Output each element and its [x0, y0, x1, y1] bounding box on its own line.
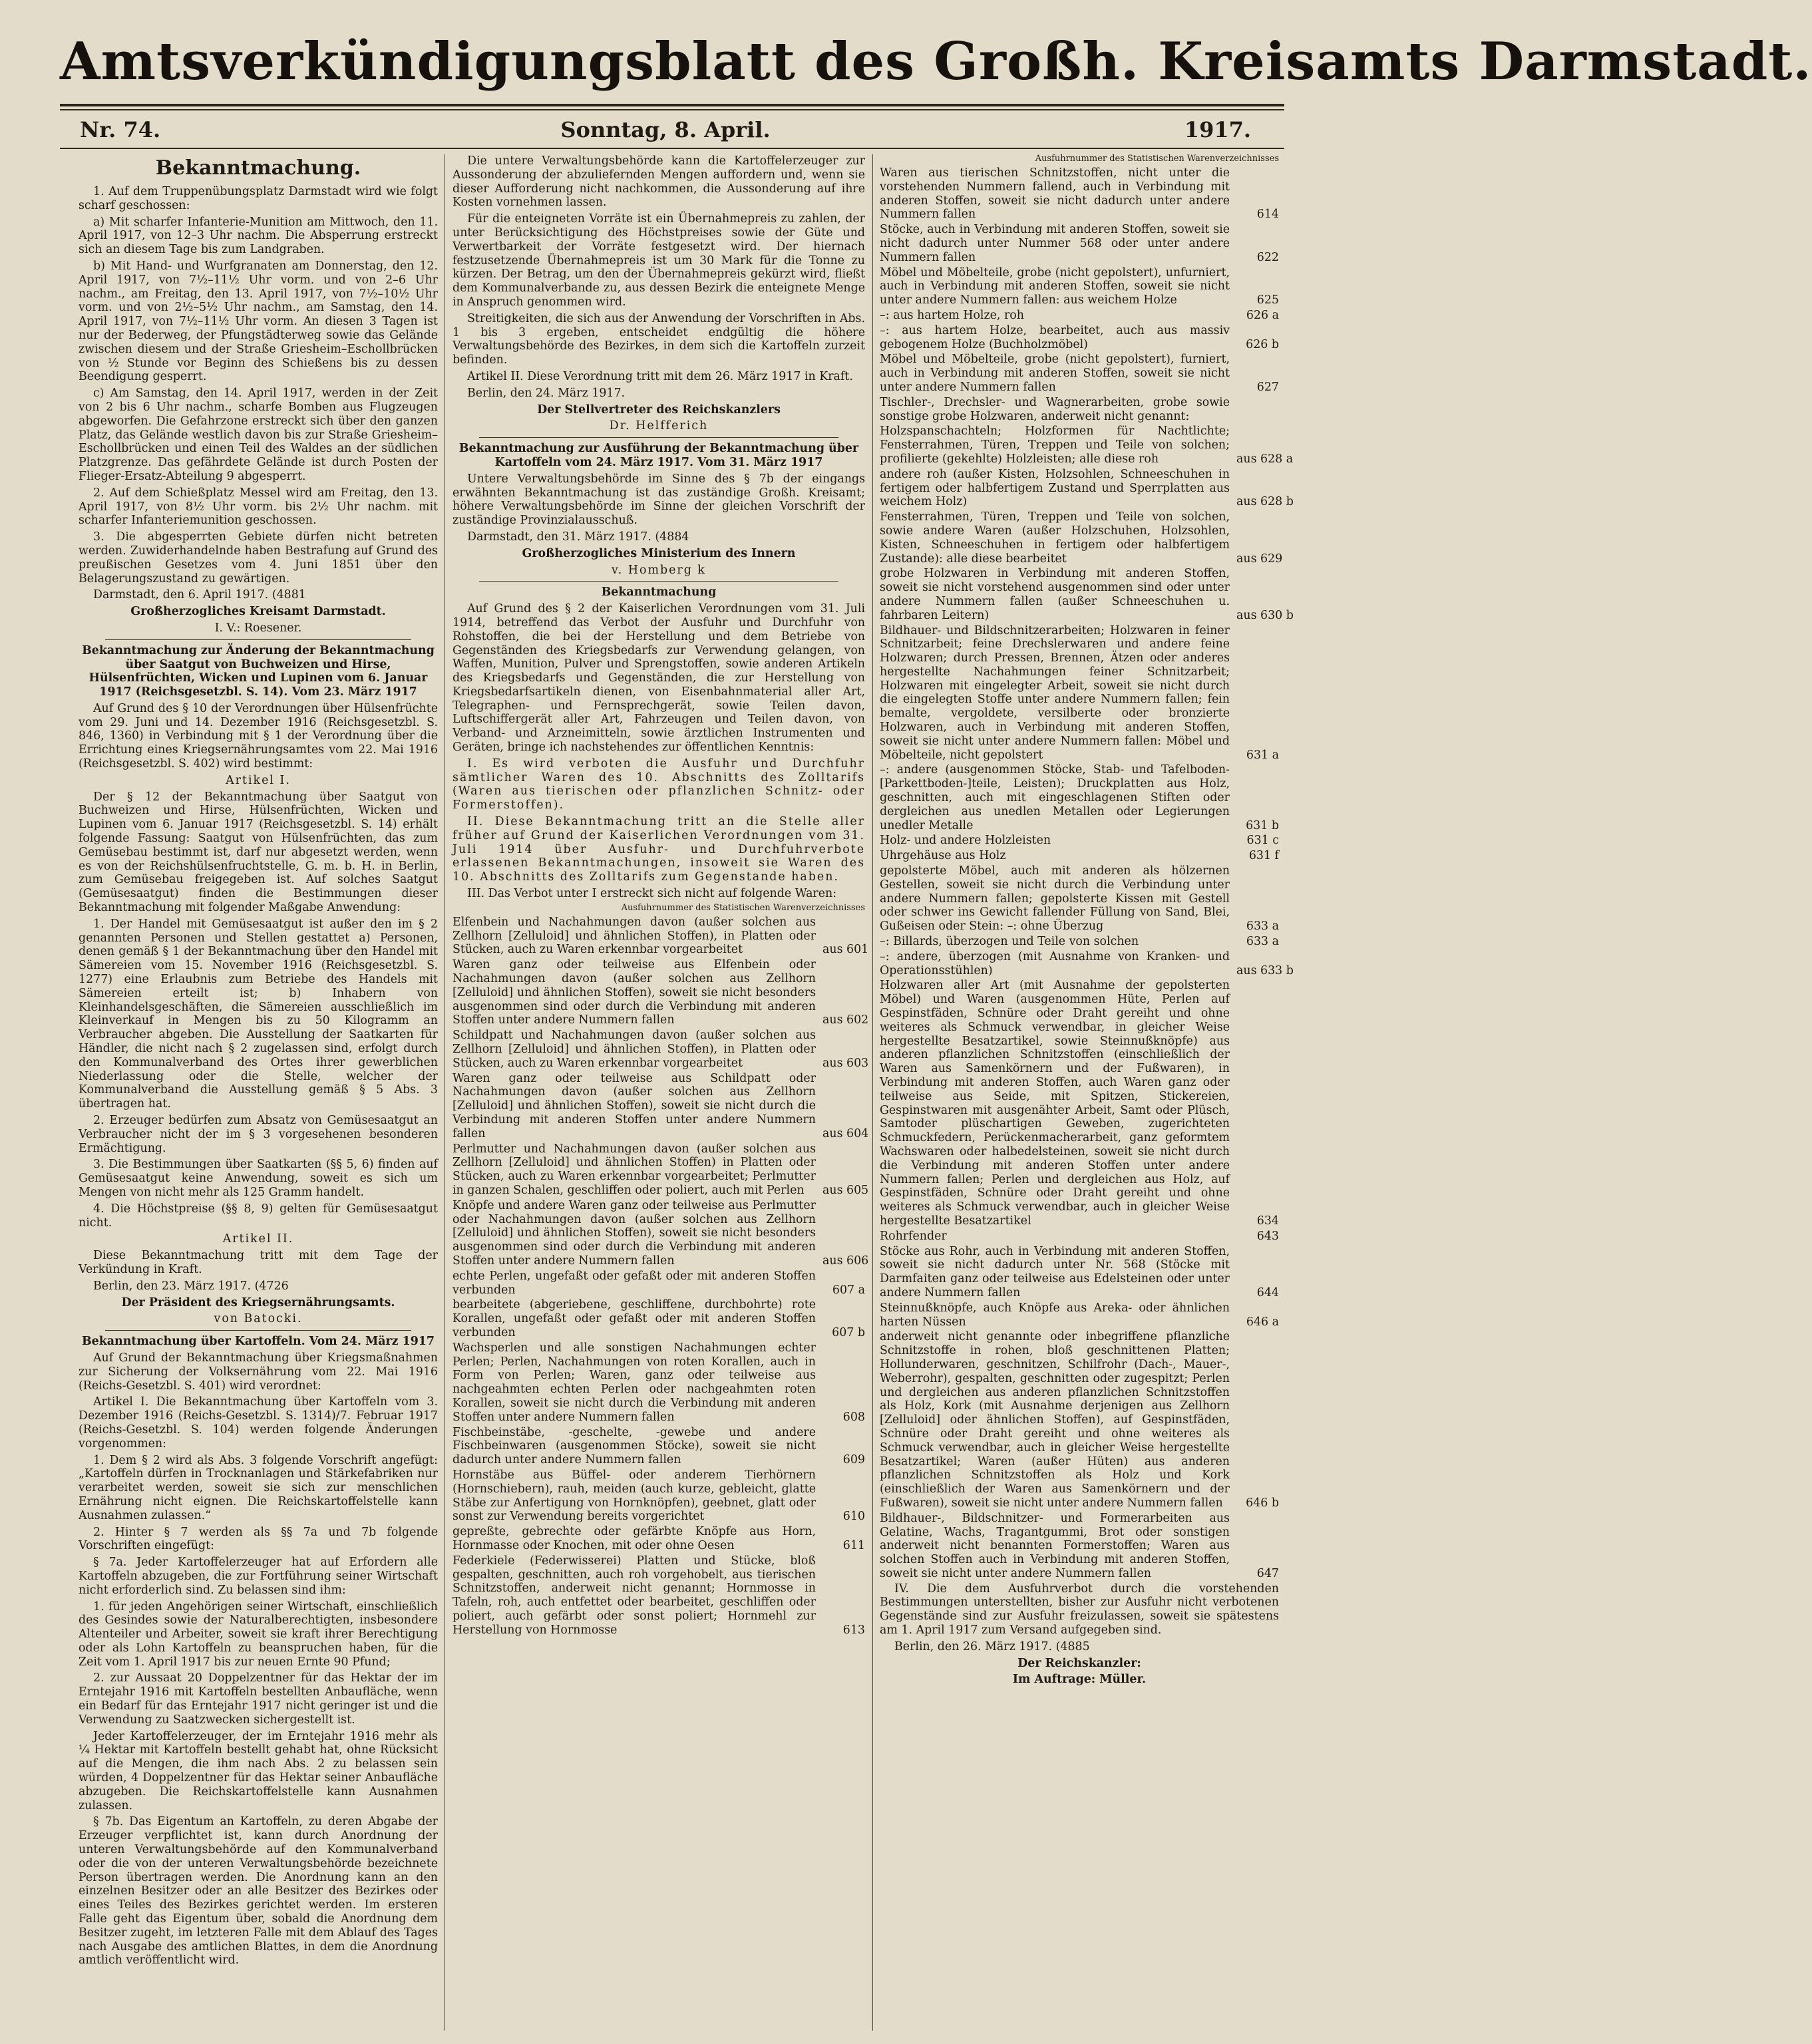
signature-name: Im Auftrage: Müller.: [1012, 1673, 1147, 1687]
column-3: [880, 154, 1294, 2031]
goods-description: Waren ganz oder teilweise aus Schildpatt oder Nachahmungen davon (außer solchen aus Zellhorn [Zelluloid] und ähnlichen Stoffen), soweit sie nicht durch die Verbindung mit anderen Stoffen unter andere Nummern fallen: [453, 1071, 816, 1140]
goods-description: Holzwaren aller Art (mit Ausnahme der gepolsterten Möbel) und Waren (ausgenommen Hüte, Perlen auf Gespinstfäden, Schnüre oder Draht gereiht und ohne weiteres als Schmuck verwendbar, in gleicher Weise hergestellte Besatzartikel, sowie Steinnußknöpfe) aus anderen pflanzlichen Schnitzstoffen (einschließlich der Waren aus Samenkörnern und der Fußwaren), in Verbindung mit anderen Stoffen, auch Waren ganz oder teilweise aus Seide, mit Spitzen, Stickereien, Gespinstwaren mit ausgenähter Arbeit, Samt oder Plüsch, Samtoder plüschartigen Geweben, zugerichteten Schmuckfedern, Perückenmacherarbeit, ganz geformtem Wachswaren oder halbedelsteinen, soweit sie nicht durch die Verbindung mit anderen Stoffen unter andere Nummern fallen; Perlen und dergleichen aus Holz, auf Gespinstfäden, Schnüre oder Draht gereiht und ohne weiteres als Schmuck verwendbar, auch in gleicher Weise hergestellte Besatzartikel: [880, 979, 1230, 1228]
export-number: 646 a: [1246, 1315, 1279, 1329]
list-item: [880, 567, 1294, 622]
goods-description: grobe Holzwaren in Verbindung mit anderen Stoffen, soweit sie nicht vorstehend ausgenommen sind oder unter andere Nummern fallen (außer Schneeschuhen u. fahrbaren Leitern): [880, 567, 1230, 622]
issue-date: Sonntag, 8. April.: [560, 117, 771, 142]
list-item: [880, 935, 1279, 949]
paragraph: 1. für jeden Angehörigen seiner Wirtschaft, einschließlich des Gesindes sowie der Naturalberechtigten, insbesondere Altenteiler und Arbeiter, soweit sie kraft ihrer Berechtigung oder als Lohn Kartoffeln zu beanspruchen haben, für die Zeit vom 1. April 1917 bis zur neuen Ernte 90 Pfund;: [79, 1600, 438, 1669]
list-item: [880, 353, 1279, 394]
list-item: [453, 1554, 865, 1637]
export-number: 611: [842, 1538, 865, 1552]
goods-description: –: andere (ausgenommen Stöcke, Stab- und Tafelboden-[Parkettboden-]teile, Leisten); Druckplatten aus Holz, geschnitten, auch mit eingeschlagenen Stiften oder dergleichen aus unedlen Metallen oder Legierungen unedler Metalle: [880, 763, 1230, 832]
paragraph: Die untere Verwaltungsbehörde kann die Kartoffelerzeuger zur Aussonderung der abzuliefernden Mengen auffordern und, wenn sie dieser Aufforderung nicht nachkommen, die Aussonderung auf ihre Kosten vornehmen lassen.: [453, 154, 865, 210]
article-heading: Artikel II.: [222, 1232, 294, 1246]
export-number: aus 605: [822, 1183, 869, 1197]
export-number: 608: [842, 1410, 865, 1424]
list-item: [880, 1512, 1279, 1581]
list-item: [880, 510, 1283, 566]
issue-number: Nr. 74.: [80, 117, 161, 142]
paragraph: 2. Hinter § 7 werden als §§ 7a und 7b folgende Vorschriften eingefügt:: [79, 1525, 438, 1553]
paragraph: 1. Auf dem Truppenübungsplatz Darmstadt wird wie folgt scharf geschossen:: [79, 185, 438, 212]
list-item: [453, 958, 869, 1027]
export-number: 610: [842, 1510, 865, 1524]
signature-name: v. Homberg k: [612, 563, 706, 577]
export-number: 607 b: [832, 1325, 865, 1339]
export-number: 633 a: [1246, 935, 1279, 949]
list-item: [880, 849, 1279, 863]
list-item: [880, 979, 1279, 1228]
export-number: 625: [1256, 293, 1279, 307]
goods-description: echte Perlen, ungefaßt oder gefaßt oder mit anderen Stoffen verbunden: [453, 1269, 816, 1297]
date-line: Berlin, den 24. März 1917.: [467, 386, 626, 400]
list-item: [453, 1468, 865, 1524]
goods-description: Schildpatt und Nachahmungen davon (außer solchen aus Zellhorn [Zelluloid] und ähnlichen Stoffen), in Platten oder Stücken, auch zu Waren erkennbar vorgearbeitet: [453, 1029, 816, 1070]
list-item: [453, 915, 869, 957]
paragraph: 4. Die Höchstpreise (§§ 8, 9) gelten für Gemüsesaatgut nicht.: [79, 1202, 438, 1230]
export-number: 646 b: [1246, 1496, 1279, 1510]
export-number: 634: [1256, 1214, 1279, 1228]
issue-year: 1917.: [1184, 117, 1251, 142]
export-number: 609: [842, 1453, 865, 1467]
paragraph: IV. Die dem Ausfuhrverbot durch die vorstehenden Bestimmungen unterstellten, bisher zur Ausfuhr nicht verbotenen Gegenstände sind zur Ausfuhr freizulassen, soweit sie spätestens am 1. April 1917 zum Versand aufgegeben sind.: [880, 1582, 1279, 1637]
list-item: [453, 1525, 865, 1553]
masthead-rule-thin: [60, 109, 1284, 110]
paragraph: Artikel I. Die Bekanntmachung über Kartoffeln vom 3. Dezember 1916 (Reichs-Gesetzbl. S. 1314)/7. Februar 1917 (Reichs-Gesetzbl. S. 104) werden folgende Änderungen vorgenommen:: [79, 1395, 438, 1450]
list-item: [880, 309, 1279, 323]
goods-description: Steinnußknöpfe, auch Knöpfe aus Areka- oder ähnlichen harten Nüssen: [880, 1301, 1230, 1329]
paragraph: Auf Grund des § 10 der Verordnungen über Hülsenfrüchte vom 29. Juni und 14. Dezember 1916 (Reichsgesetzbl. S. 846, 1360) in Verbindung mit § 1 der Verordnung über die Errichtung eines Kriegsernährungsamtes vom 22. Mai 1916 (Reichsgesetzbl. S. 402) wird bestimmt:: [79, 701, 438, 771]
list-item: [880, 763, 1279, 832]
paragraph: c) Am Samstag, den 14. April 1917, werden in der Zeit von 2 bis 6 Uhr nachm., scharfe Bomben aus Flugzeugen abgeworfen. Die Gefahrzone erstreckt sich über den ganzen Platz, das Gelände westlich davon bis zur Straße Griesheim–Eschollbrücken und einen Teil des Waldes an der südlichen Platzgrenze. Das gefährdete Gelände ist durch Posten der Flieger-Ersatz-Abteilung 9 abgesperrt.: [79, 387, 438, 483]
masthead-title: Amtsverkündigungsblatt des Großh. Kreisamts Darmstadt.: [60, 31, 1812, 92]
goods-description: Waren aus tierischen Schnitzstoffen, nicht unter die vorstehenden Nummern fallend, auch in Verbindung mit anderen Stoffen, soweit sie nicht dadurch unter andere Nummern fallen: [880, 166, 1230, 222]
notice-title: Bekanntmachung über Kartoffeln. Vom 24. März 1917: [81, 1335, 435, 1349]
goods-description: Stöcke, auch in Verbindung mit anderen Stoffen, soweit sie nicht dadurch unter Nummer 568 oder unter andere Nummern fallen: [880, 223, 1230, 264]
signature-name: I. V.: Roesener.: [214, 621, 302, 635]
paragraph: 1. Der Handel mit Gemüsesaatgut ist außer den im § 2 genannten Personen und Stellen gestattet a) Personen, denen gemäß § 1 der Bekanntmachung über den Handel mit Sämereien vom 15. November 1916 (Reichsgesetzbl. S. 1277) eine Erlaubnis zum Betriebe des Handels mit Sämereien erteilt ist; b) Inhabern von Kleinhandelsgeschäften, die Sämereien ausschließlich im Kleinverkauf in Mengen bis zu 50 Kilogramm an Verbraucher abgeben. Die Ausstellung der Saatkarten für Händler, die nicht nach § 2 zugelassen sind, erfolgt durch den Kommunalverband des Ortes ihrer gewerblichen Niederlassung oder die Stelle, welcher der Kommunalverband die Ausstellung gemäß § 5 Abs. 3 übertragen hat.: [79, 917, 438, 1111]
goods-description: andere roh (außer Kisten, Holzsohlen, Schneeschuhen in fertigem oder halbfertigem Zustand und Sperrplatten aus weichem Holz): [880, 467, 1230, 509]
section-divider: [479, 581, 838, 582]
signature-name: von Batocki.: [214, 1312, 303, 1326]
export-number: aus 602: [822, 1013, 869, 1027]
list-item: [453, 1426, 865, 1467]
signature-authority: Großherzogliches Kreisamt Darmstadt.: [130, 605, 386, 619]
paragraph: Auf Grund der Bekanntmachung über Kriegsmaßnahmen zur Sicherung der Volksernährung vom 22. Mai 1916 (Reichs-Gesetzbl. S. 401) wird verordnet:: [79, 1351, 438, 1393]
notice-title: Bekanntmachung zur Änderung der Bekanntmachung über Saatgut von Buchweizen und Hirse, Hülsenfrüchten, Wicken und Lupinen vom 6. Januar 1917 (Reichsgesetzbl. S. 14). Vom 23. März 1917: [82, 643, 435, 699]
export-number: 627: [1256, 380, 1279, 394]
signature-name: Dr. Helfferich: [609, 419, 709, 433]
export-number: 631 b: [1246, 818, 1279, 832]
export-number: 613: [842, 1623, 865, 1637]
export-number: 644: [1256, 1285, 1279, 1299]
goods-description: Rohrfender: [880, 1229, 947, 1243]
goods-description: Möbel und Möbelteile, grobe (nicht gepolstert), unfurniert, auch in Verbindung mit anderen Stoffen, soweit sie nicht unter andere Nummern fallen: aus weichem Holze: [880, 265, 1230, 307]
list-item: [880, 624, 1279, 763]
column-2: [453, 154, 869, 2031]
goods-description: Fischbeinstäbe, -geschelte, -gewebe und andere Fischbeinwaren (ausgenommen Stöcke), soweit sie nicht dadurch unter andere Nummern fallen: [453, 1425, 816, 1467]
date-line: Darmstadt, den 6. April 1917. (4881: [93, 588, 306, 602]
export-number: aus 628 a: [1236, 452, 1294, 466]
paragraph: 3. Die Bestimmungen über Saatkarten (§§ 5, 6) finden auf Gemüsesaatgut keine Anwendung, soweit es sich um Mengen von nicht mehr als 125 Gramm handelt.: [79, 1158, 438, 1199]
export-number: 631 c: [1246, 834, 1279, 848]
signature-authority: Der Reichskanzler:: [1017, 1656, 1141, 1670]
paragraph: 2. zur Aussaat 20 Doppelzentner für das Hektar der im Erntejahr 1916 mit Kartoffeln bestellten Anbaufläche, wenn ein Bedarf für das Erntejahr 1917 nicht geringer ist und die Verwendung zu Saatzwecken sichergestellt ist.: [79, 1671, 438, 1727]
goods-description: Wachsperlen und alle sonstigen Nachahmungen echter Perlen; Perlen, Nachahmungen von roten Korallen, auch in Form von Perlen; Waren, ganz oder teilweise aus nachgeahmten echten Perlen oder nachgeahmten roten Korallen, soweit sie nicht durch die Verbindung mit anderen Stoffen unter andere Nummern fallen: [453, 1341, 816, 1424]
goods-description: –: Billards, überzogen und Teile von solchen: [880, 935, 1139, 949]
issue-row: [80, 114, 1251, 145]
date-line: Berlin, den 23. März 1917. (4726: [93, 1279, 289, 1293]
date-line: Darmstadt, den 31. März 1917. (4884: [467, 530, 689, 544]
goods-description: –: aus hartem Holze, bearbeitet, auch aus massiv gebogenem Holze (Buchholzmöbel): [880, 323, 1230, 351]
paragraph: II. Diese Bekanntmachung tritt an die Stelle aller früher auf Grund der Kaiserlichen Verordnungen vom 31. Juli 1914 über Ausfuhr- und Durchfuhrverbote erlassenen Bekanntmachungen, insoweit sie Waren des 10. Abschnitts des Zolltarifs zum Gegenstande haben.: [453, 815, 865, 884]
list-item: [880, 834, 1279, 848]
goods-description: Waren ganz oder teilweise aus Elfenbein oder Nachahmungen davon (außer solchen aus Zellhorn [Zelluloid] und ähnlichen Stoffen), soweit sie nicht besonders ausgenommen sind oder durch die Verbindung mit anderen Stoffen unter andere Nummern fallen: [453, 958, 816, 1027]
goods-description: anderweit nicht genannte oder inbegriffene pflanzliche Schnitzstoffe in rohen, bloß geschnittenen Platten; Hollunderwaren, geschnitzen, Schilfrohr (Dach-, Mauer-, Weberrohr), gespalten, geschnitten oder zugespitzt; Perlen und dergleichen aus anderen pflanzlichen Schnitzstoffen als Holz, Kork (mit Ausnahme derjenigen aus Zellhorn [Zelluloid] oder ähnlichen Stoffen), auf Gespinstfäden, Schnüre oder Draht gereiht und ohne weiteres als Schmuck verwendbar, auch in gleicher Weise hergestellte Besatzartikel; Waren (außer Hüten) aus anderen pflanzlichen Schnitzstoffen als Holz und Kork (einschließlich der Waren aus Samenkörnern und der Fußwaren), soweit sie nicht unter andere Nummern fallen: [880, 1330, 1230, 1510]
export-number: 614: [1256, 208, 1279, 222]
export-number: 626 a: [1246, 308, 1279, 322]
list-item: [880, 467, 1294, 509]
article-heading: Artikel I.: [226, 773, 291, 787]
list-item: [880, 1245, 1279, 1300]
list-item: [453, 1071, 869, 1141]
paragraph: Streitigkeiten, die sich aus der Anwendung der Vorschriften in Abs. 1 bis 3 ergeben, entscheidet endgültig die höhere Verwaltungsbehörde des Bezirkes, in dem sich die Kartoffeln zurzeit befinden.: [453, 311, 865, 367]
list-item: [880, 949, 1294, 978]
section-divider: [105, 639, 411, 640]
export-number: aus 603: [822, 1056, 869, 1070]
paragraph: Auf Grund des § 2 der Kaiserlichen Verordnungen vom 31. Juli 1914, betreffend das Verbot der Ausfuhr und Durchfuhr von Rohstoffen, die bei der Herstellung und dem Betriebe von Gegenständen des Kriegsbedarfs zur Verwendung gelangen, von Waffen, Munition, Pulver und Sprengstoffen, sowie anderen Artikeln des Kriegsbedarfs und Gegenständen, die zur Herstellung von Kriegsbedarfsartikeln dienen, von Eisenbahnmaterial aller Art, Telegraphen- und Fernsprechgerät, sowie Teilen davon, Luftschiffergerät aller Art, Fahrzeugen und Teilen davon, von Verband- und Arzneimitteln, sowie ärztlichen Instrumenten und Geräten, bringe ich nachstehendes zur öffentlichen Kenntnis:: [453, 602, 865, 755]
masthead-rule: [60, 104, 1284, 106]
list-item: [453, 1341, 865, 1425]
goods-description: bearbeitete (abgeriebene, geschliffene, durchbohrte) rote Korallen, ungefaßt oder gefaßt oder mit anderen Stoffen verbunden: [453, 1298, 816, 1339]
list-item: [880, 425, 1294, 466]
export-number: 607 a: [832, 1283, 865, 1297]
export-number: aus 606: [822, 1254, 869, 1268]
notice-title: Bekanntmachung zur Ausführung der Bekanntmachung über Kartoffeln vom 24. März 1917. Vom 31. März 1917: [458, 442, 859, 469]
paragraph: Untere Verwaltungsbehörde im Sinne des § 7b der eingangs erwähnten Bekanntmachung ist das zuständige Großh. Kreisamt; höhere Verwaltungsbehörde im Sinne der gleichen Vorschrift der zuständige Provinzialausschuß.: [453, 472, 865, 528]
goods-description: Bildhauer- und Bildschnitzerarbeiten; Holzwaren in feiner Schnitzarbeit; feine Drechslerwaren und andere feine Holzwaren; durch Pressen, Brennen, Ätzen oder anderes hergestellte Nachahmungen feiner Schnitzarbeit; Holzwaren mit eingelegter Arbeit, soweit sie nicht durch die eingelegten Stoffe unter andere Nummern fallen; fein bemalte, vergoldete, versilberte oder bronzierte Holzwaren, auch in Verbindung mit anderen Stoffen, soweit sie nicht unter andere Nummern fallen: Möbel und Möbelteile, nicht gepolstert: [880, 623, 1230, 762]
export-number: aus 630 b: [1236, 608, 1294, 622]
paragraph: 1. Dem § 2 wird als Abs. 3 folgende Vorschrift angefügt: „Kartoffeln dürfen in Trocknanlagen und Stärkefabriken nur verarbeitet werden, soweit sie sich zur menschlichen Ernährung nicht eignen. Die Reichskartoffelstelle kann Ausnahmen zulassen.“: [79, 1453, 438, 1522]
list-item: [453, 1270, 865, 1297]
list-item: [453, 1298, 865, 1339]
paragraph: 2. Erzeuger bedürfen zum Absatz von Gemüsesaatgut an Verbraucher nicht der im § 3 vorgesehenen besonderen Ermächtigung.: [79, 1114, 438, 1155]
export-number: 633 a: [1246, 920, 1279, 934]
notice-title: Bekanntmachung: [601, 586, 717, 599]
goods-description: Perlmutter und Nachahmungen davon (außer solchen aus Zellhorn [Zelluloid] und ähnlichen Stoffen) in Platten oder Stücken, auch zu Waren erkennbar vorgearbeitet; Perlmutter in ganzen Schalen, geschliffen oder poliert, auch mit Perlen: [453, 1142, 816, 1197]
paragraph: I. Es wird verboten die Ausfuhr und Durchfuhr sämtlicher Waren des 10. Abschnitts des Zolltarifs (Waren aus tierischen oder pflanzlichen Schnitz- oder Formerstoffen).: [453, 757, 865, 812]
issue-rule: [60, 148, 1284, 149]
goods-description: Möbel und Möbelteile, grobe (nicht gepolstert), furniert, auch in Verbindung mit anderen Stoffen, soweit sie nicht unter andere Nummern fallen: [880, 353, 1230, 394]
export-number: 622: [1256, 250, 1279, 264]
export-number: aus 633 b: [1236, 963, 1294, 977]
paragraph: § 7b. Das Eigentum an Kartoffeln, zu deren Abgabe der Erzeuger verpflichtet ist, kann durch Anordnung der unteren Verwaltungsbehörde auf den Kommunalverband oder die von der unteren Verwaltungsbehörde bezeichnete Person übertragen werden. Die Anordnung kann an den einzelnen Besitzer oder an alle Besitzer des Bezirkes oder eines Teiles des Bezirkes gerichtet werden. Im ersteren Falle geht das Eigentum über, sobald die Anordnung dem Besitzer zugeht, im letzteren Falle mit dem Ablauf des Tages nach Ausgabe des amtlichen Blattes, in dem die Anordnung amtlich veröffentlicht wird.: [79, 1815, 438, 1967]
list-item: [880, 324, 1279, 352]
list-item: [453, 1198, 869, 1268]
goods-description: Hornstäbe aus Büffel- oder anderem Tierhörnern (Hornschiebern), rauh, meiden (auch kurze, gebleicht, glatte Stäbe zur Anfertigung von Hornknöpfen), geebnet, glatt oder sonst zur Verwendung bereits vorgerichtet: [453, 1468, 816, 1524]
list-item: [880, 1230, 1279, 1244]
goods-list: [453, 915, 869, 1637]
goods-list: [880, 166, 1294, 1581]
column-1: [79, 154, 438, 2031]
column-note: Ausfuhrnummer des Statistischen Warenverzeichnisses: [1035, 154, 1279, 164]
paragraph: 3. Die abgesperrten Gebiete dürfen nicht betreten werden. Zuwiderhandelnde haben Bestrafung auf Grund des preußischen Gesetzes vom 4. Juni 1851 über den Belagerungszustand zu gewärtigen.: [79, 530, 438, 586]
goods-description: gepolsterte Möbel, auch mit anderen als hölzernen Gestellen, soweit sie nicht durch die Verbindung unter andere Nummern fallen; gepolsterte Kissen mit Gestell oder schwer ins Gewicht fallender Füllung von Sand, Blei, Gußeisen oder Stein: –: ohne Überzug: [880, 864, 1230, 934]
paragraph: Für die enteigneten Vorräte ist ein Übernahmepreis zu zahlen, der unter Berücksichtigung des Höchstpreises sowie der Güte und Verwertbarkeit der Vorräte festgesetzt wird. Der hiernach festzusetzende Übernahmepreis ist um 30 Mark für die Tonne zu kürzen. Der Betrag, um den der Übernahmepreis gekürzt wird, fließt dem Kommunalverbande zu, aus dessen Bezirk die enteignete Menge in Anspruch genommen wird.: [453, 212, 865, 309]
column-note: Ausfuhrnummer des Statistischen Warenverzeichnisses: [621, 902, 865, 913]
column-separator: [872, 154, 873, 2031]
paragraph: b) Mit Hand- und Wurfgranaten am Donnerstag, den 12. April 1917, von 7½–11½ Uhr vorm. und von 2–6 Uhr nachm., am Freitag, den 13. April 1917, von 7½–10½ Uhr vorm. und von 2½–5½ Uhr nachm., am Samstag, den 14. April 1917, von 7½–11½ Uhr vorm. An diesen 3 Tagen ist nur der Bederweg, der Pfungstädterweg sowie das Gelände zwischen diesem und der Straße Griesheim–Eschollbrücken von ½ Stunde vor Beginn des Schießens bis zu dessen Beendigung gesperrt.: [79, 259, 438, 384]
list-item: [880, 864, 1279, 934]
goods-description: Bildhauer-, Bildschnitzer- und Formerarbeiten aus Gelatine, Wachs, Tragantgummi, Brot oder sonstigen anderweit nicht benannten Formerstoffen; Waren aus solchen Stoffen auch in Verbindung mit anderen Stoffen, soweit sie nicht unter andere Nummern fallen: [880, 1511, 1230, 1580]
goods-description: Stöcke aus Rohr, auch in Verbindung mit anderen Stoffen, soweit sie nicht dadurch unter Nr. 568 (Stöcke mit Darmfaiten ganz oder teilweise aus Edelsteinen oder unter andere Nummern fallen: [880, 1244, 1230, 1299]
list-item: [453, 1029, 869, 1070]
export-number: 626 b: [1246, 337, 1279, 351]
export-number: 643: [1256, 1229, 1279, 1243]
goods-description: Knöpfe und andere Waren ganz oder teilweise aus Perlmutter oder Nachahmungen davon (außer solchen aus Zellhorn [Zelluloid] und ähnlichen Stoffen), soweit sie nicht besonders ausgenommen sind oder durch die Verbindung mit anderen Stoffen unter andere Nummern fallen: [453, 1198, 816, 1268]
goods-description: Tischler-, Drechsler- und Wagnerarbeiten, grobe sowie sonstige grobe Holzwaren, anderweit nicht genannt:: [880, 395, 1230, 423]
signature-authority: Der Stellvertreter des Reichskanzlers: [537, 403, 781, 417]
export-number: aus 601: [822, 943, 869, 957]
goods-description: Elfenbein und Nachahmungen davon (außer solchen aus Zellhorn [Zelluloid] und ähnlichen Stoffen), in Platten oder Stücken, auch zu Waren erkennbar vorgearbeitet: [453, 915, 816, 957]
goods-description: –: aus hartem Holze, roh: [880, 308, 1024, 322]
paragraph: III. Das Verbot unter I erstreckt sich nicht auf folgende Waren:: [467, 887, 837, 901]
date-line: Berlin, den 26. März 1917. (4885: [894, 1639, 1090, 1653]
list-item: [880, 223, 1279, 264]
goods-description: Holz- und andere Holzleisten: [880, 834, 1051, 848]
goods-description: Holzspanschachteln; Holzformen für Nachtlichte; Fensterrahmen, Türen, Treppen und Teile von solchen; profilierte (gekehlte) Holzleisten; alle diese roh: [880, 425, 1230, 466]
export-number: aus 629: [1236, 552, 1283, 566]
goods-description: gepreßte, gebrechte oder gefärbte Knöpfe aus Horn, Hornmasse oder Knochen, mit oder ohne Oesen: [453, 1525, 816, 1552]
export-number: aus 628 b: [1236, 495, 1294, 509]
notice-heading: Bekanntmachung.: [155, 156, 361, 180]
list-item: [880, 166, 1279, 222]
paragraph: Artikel II. Diese Verordnung tritt mit dem 26. März 1917 in Kraft.: [467, 369, 853, 383]
goods-description: –: andere, überzogen (mit Ausnahme von Kranken- und Operationsstühlen): [880, 949, 1230, 977]
signature-authority: Der Präsident des Kriegsernährungsamts.: [121, 1295, 395, 1309]
paragraph: § 7a. Jeder Kartoffelerzeuger hat auf Erfordern alle Kartoffeln abzugeben, die zur Fortführung seiner Wirtschaft nicht erforderlich sind. Zu belassen sind ihm:: [79, 1556, 438, 1597]
paragraph: Diese Bekanntmachung tritt mit dem Tage der Verkündung in Kraft.: [79, 1249, 438, 1276]
export-number: 647: [1256, 1566, 1279, 1580]
list-item: [880, 1330, 1279, 1510]
export-number: 631 f: [1248, 849, 1279, 863]
paragraph: a) Mit scharfer Infanterie-Munition am Mittwoch, den 11. April 1917, von 12–3 Uhr nachm. Die Absperrung erstreckt sich an diesem Tage bis zum Landgraben.: [79, 215, 438, 257]
export-number: aus 604: [822, 1126, 869, 1140]
list-item: [880, 396, 1279, 424]
list-item: [453, 1142, 869, 1198]
goods-description: Federkiele (Federwisserei) Platten und Stücke, bloß gespalten, geschnitten, auch roh vorgehobelt, aus tierischen Schnitzstoffen, anderweit nicht genannt; Hornmosse in Tafeln, roh, auch entfettet oder bearbeitet, geschliffen oder poliert, auch gefärbt oder sonst poliert; Hornmehl zur Herstellung von Hornmosse: [453, 1554, 816, 1637]
goods-description: Uhrgehäuse aus Holz: [880, 849, 1006, 863]
list-item: [880, 1301, 1279, 1329]
goods-description: Fensterrahmen, Türen, Treppen und Teile von solchen, sowie andere Waren (außer Holzschuhen, Holzsohlen, Kisten, Schneeschuhen in fertigem oder halbfertigem Zustande): alle diese bearbeitet: [880, 510, 1230, 566]
section-divider: [479, 437, 838, 438]
section-divider: [105, 1330, 411, 1331]
export-number: 631 a: [1246, 748, 1279, 762]
paragraph: Jeder Kartoffelerzeuger, der im Erntejahr 1916 mehr als ¼ Hektar mit Kartoffeln bestellt gehabt hat, ohne Rücksicht auf die Mengen, die ihm nach Abs. 2 zu belassen sein würden, 4 Doppelzentner für das Hektar seiner Anbaufläche abzugeben. Die Reichskartoffelstelle kann Ausnahmen zulassen.: [79, 1729, 438, 1812]
signature-authority: Großherzogliches Ministerium des Innern: [522, 546, 796, 560]
list-item: [880, 266, 1279, 307]
paragraph: Der § 12 der Bekanntmachung über Saatgut von Buchweizen und Hirse, Hülsenfrüchten, Wicken und Lupinen vom 6. Januar 1917 (Reichsgesetzbl. S. 14) erhält folgende Fassung: Saatgut von Hülsenfrüchten, das zum Gemüsebau bestimmt ist, darf nur abgesetzt werden, wenn es von der Reichshülsenfruchtstelle, G. m. b. H. in Berlin, zum Gemüsebau freigegeben ist. Auf solches Saatgut (Gemüsesaatgut) finden die Bestimmungen dieser Bekanntmachung mit folgender Maßgabe Anwendung:: [79, 790, 438, 915]
paragraph: 2. Auf dem Schießplatz Messel wird am Freitag, den 13. April 1917, von 8½ Uhr vorm. bis 2½ Uhr nachm. mit scharfer Infanteriemunition geschossen.: [79, 486, 438, 528]
